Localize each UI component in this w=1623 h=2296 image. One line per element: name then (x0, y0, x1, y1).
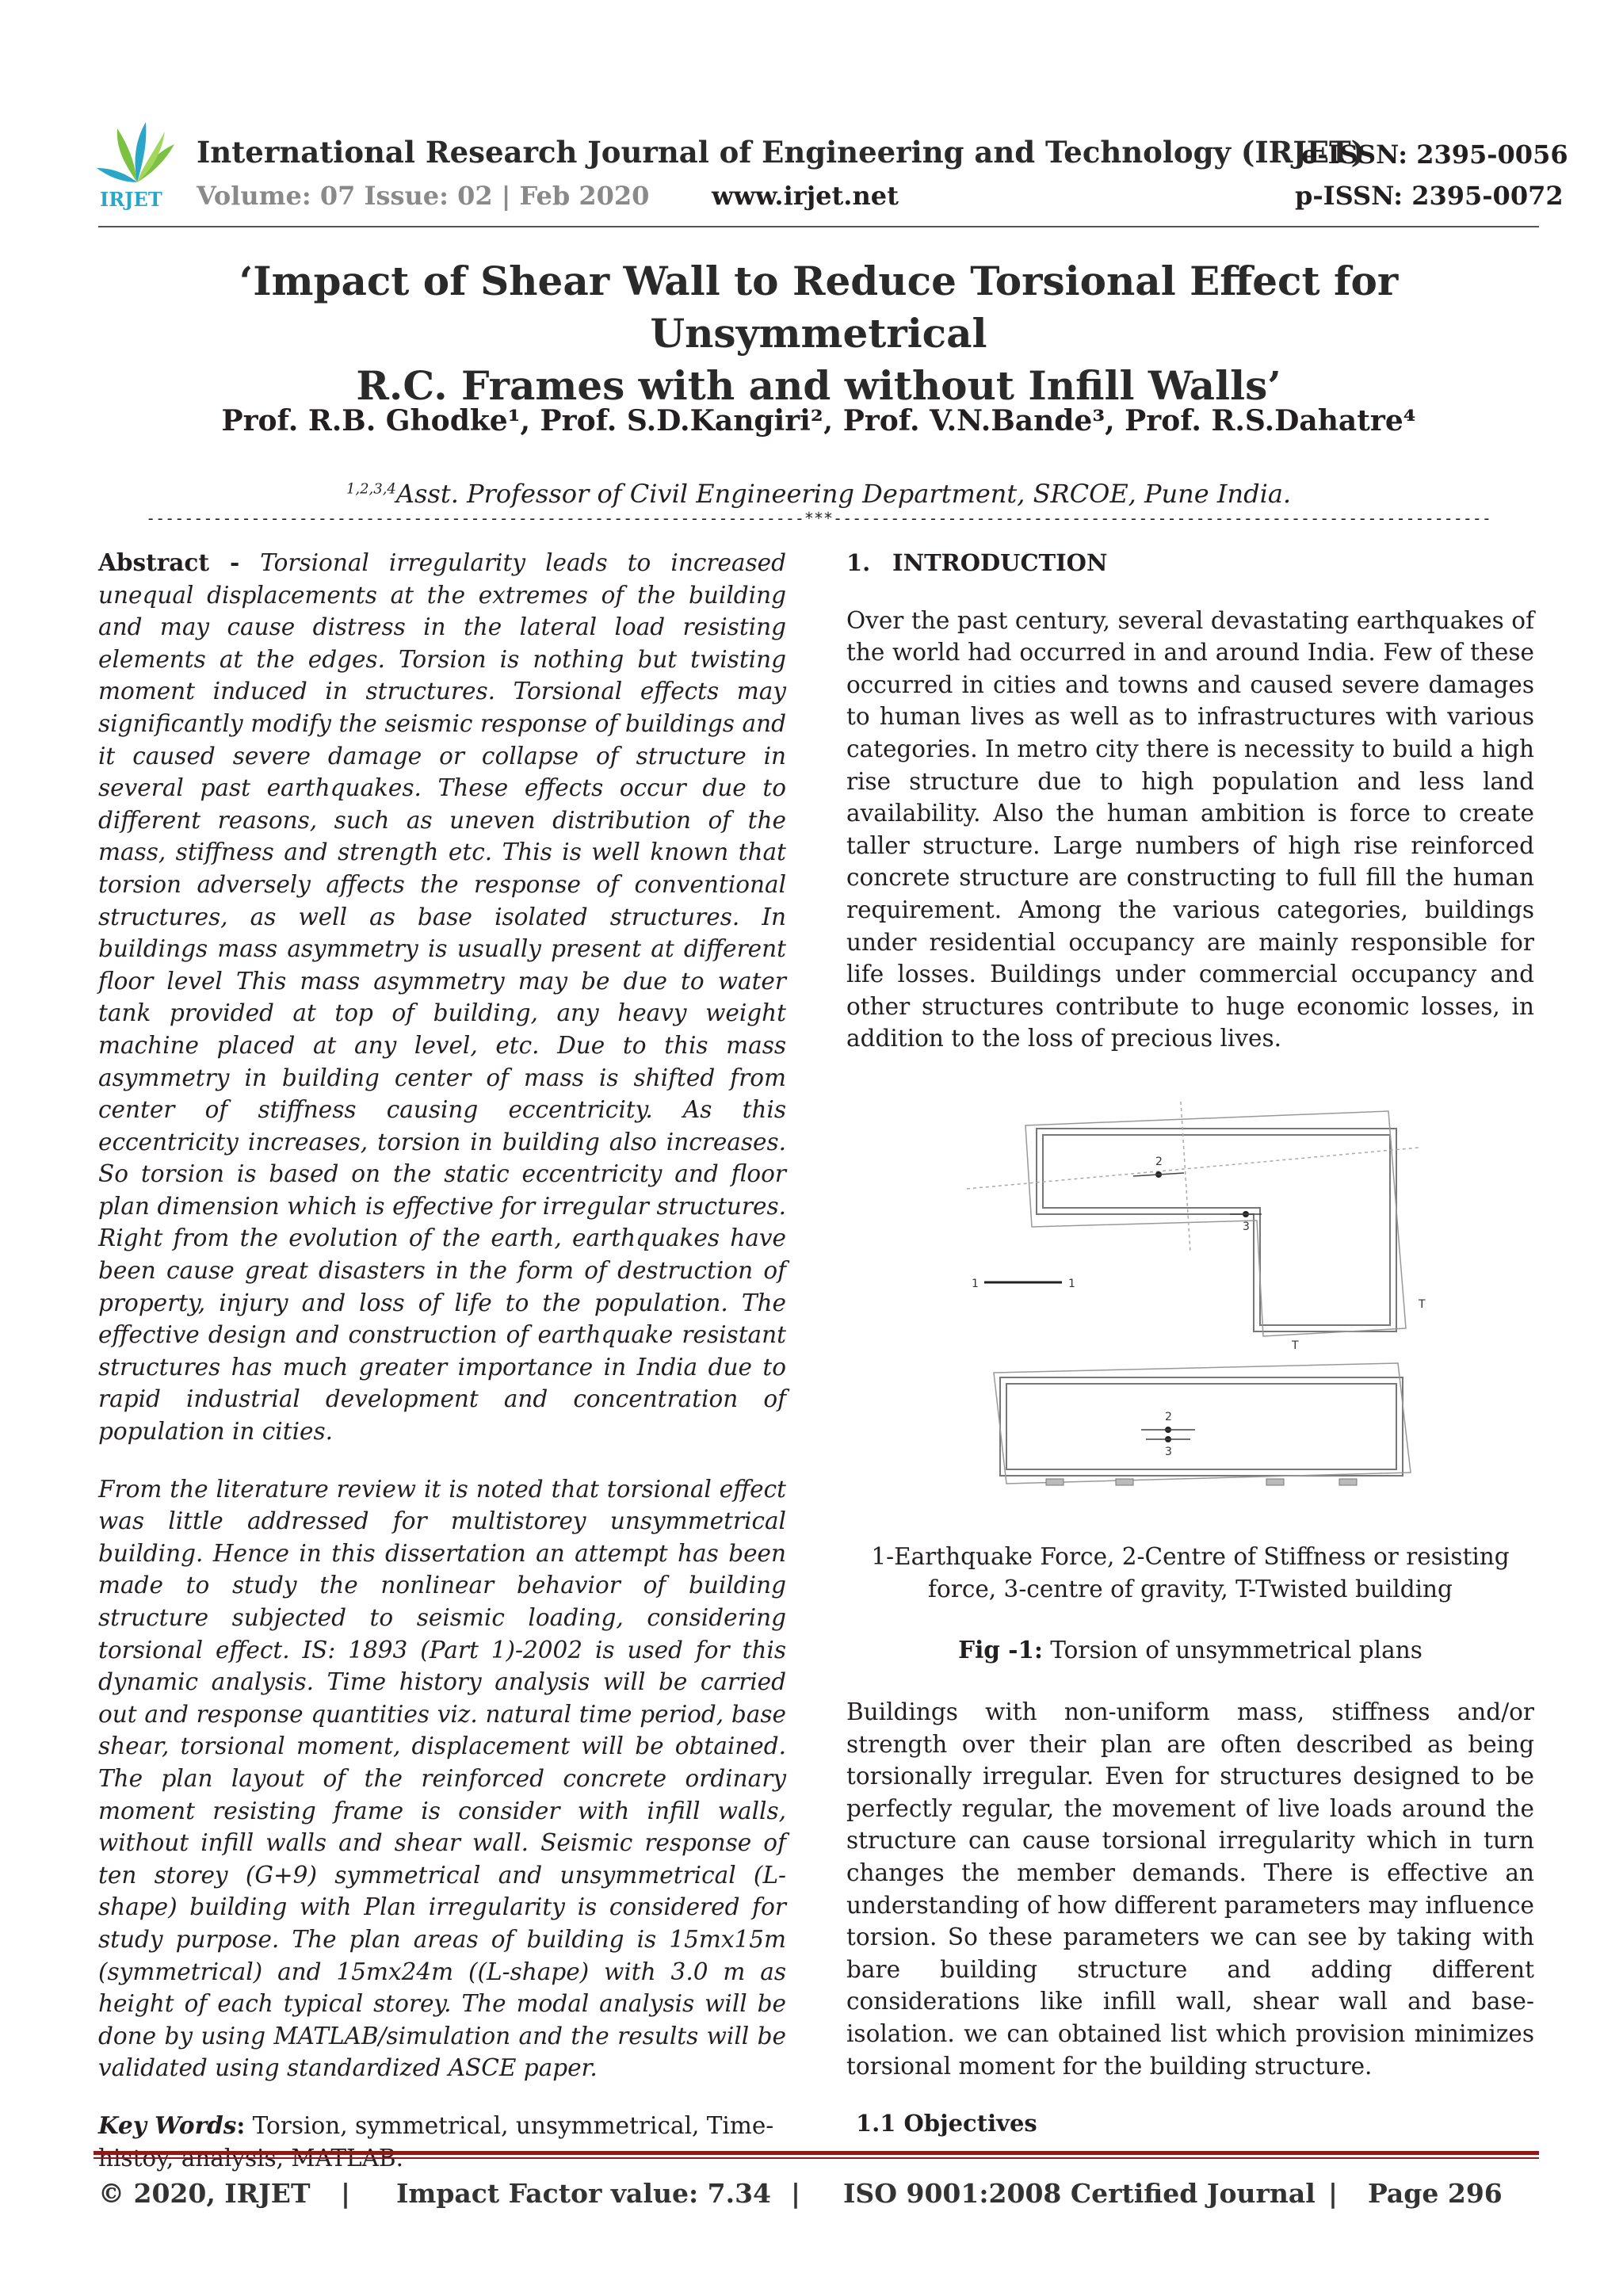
abstract-label: Abstract - (98, 548, 261, 576)
left-column (98, 547, 786, 2199)
affiliation-superscript: 1,2,3,4 (346, 480, 396, 498)
l-plan-twisted (1025, 1111, 1406, 1336)
section-number: 1. (846, 549, 871, 576)
footer-rule (94, 2151, 1539, 2155)
label-1-left: 1 (972, 1278, 979, 1290)
keywords (98, 2110, 786, 2174)
footer-copyright: © 2020, IRJET (98, 2178, 311, 2209)
rect-plan-inner (1006, 1384, 1396, 1469)
right-column (846, 547, 1534, 1080)
pissn: p-ISSN: 2395-0072 (1295, 181, 1564, 211)
keywords-label: Key Words (98, 2111, 237, 2139)
footer-page-number: Page 296 (1368, 2178, 1503, 2209)
label-t-bottom: T (1292, 1339, 1299, 1352)
abstract-text: Torsional irregularity leads to increased unequal displacements at the extremes of the building and may cause distress in the lateral load resisting elements at the edges. Torsion is nothing but twisting moment induced in structures. Torsional effects may significantly modify the seismic response of buildings and it caused severe damage or collapse of structure in several past earthquakes. These effects occur due to different reasons, such as uneven distribution of the mass, stiffness and strength etc. This is well known that torsion adversely affects the response of conventional structures, as well as base isolated structures. In buildings mass asymmetry is usually present at different floor level This mass asymmetry may be due to water tank provided at top of building, any heavy weight machine placed at any level, etc. Due to this mass asymmetry in building center of mass is shifted from center of stiffness causing eccentricity. As this eccentricity increases, torsion in building also increases. So torsion is based on the static eccentricity and floor plan dimension which is effective for irregular structures. Right from the evolution of the earth, earthquakes have been cause great disasters in the form of destruction of property, injury and loss of life to the population. The effective design and construction of earthquake resistant structures has much greater importance in India due to rapid industrial development and concentration of population in cities. (98, 549, 786, 1446)
keywords-text: Torsion, symmetrical, unsymmetrical, Time- (252, 2111, 774, 2139)
rect-plan-twisted (994, 1363, 1411, 1484)
label-3-bottom: 3 (1165, 1446, 1172, 1458)
irjet-logo (94, 117, 181, 212)
subsection-objectives: 1.1 Objectives (856, 2110, 1037, 2137)
keywords-colon: : (236, 2111, 246, 2139)
footer-iso: ISO 9001:2008 Certified Journal (843, 2178, 1316, 2209)
label-2-bottom: 2 (1165, 1411, 1172, 1423)
label-t-right: T (1419, 1298, 1426, 1311)
l-plan-inner (1043, 1135, 1390, 1325)
introduction-text-2: Buildings with non-uniform mass, stiffness and/or strength over their plan are often described as being torsionally irregular. Even for structures designed to be perfectly regular, the movement of live loads around the structure can cause torsional irregularity which in turn changes the member demands. There is effective an understanding of how different parameters may influence torsion. So these parameters we can see by taking with bare building structure and adding different considerations like infill wall, shear wall and base-isolation. we can obtained list which provision minimizes torsional moment for the building structure. (846, 1698, 1534, 2080)
paper-title-line-2: R.C. Frames with and without Infill Walls’ (356, 362, 1281, 409)
footer-rule-thin (94, 2157, 1539, 2159)
abstract (98, 547, 786, 1448)
footer-separator-1: | (341, 2178, 351, 2209)
figure-title-text: Torsion of unsymmetrical plans (1042, 1637, 1423, 1664)
abstract-text-2: From the literature review it is noted that torsional effect was little addressed for multistorey unsymmetrical building. Hence in this dissertation an attempt has been made to study the nonlinear behavior of building structure subjected to seismic loading, considering torsional effect. IS: 1893 (Part 1)-2002 is used for this dynamic analysis. Time history analysis will be carried out and response quantities viz. natural time period, base shear, torsional moment, displacement will be obtained. The plan layout of the reinforced concrete ordinary moment resisting frame is consider with infill walls, without infill walls and shear wall. Seismic response of ten storey (G+9) symmetrical and unsymmetrical (L-shape) building with Plan irregularity is considered for study purpose. The plan areas of building is 15mx15m (symmetrical) and 15mx24m ((L-shape) with 3.0 m as height of each typical storey. The modal analysis will be done by using MATLAB/simulation and the results will be validated using standardized ASCE paper. (98, 1475, 786, 2082)
volume-issue: Volume: 07 Issue: 02 | Feb 2020 (197, 181, 650, 211)
label-1-right: 1 (1068, 1278, 1075, 1290)
affiliation (98, 479, 1539, 509)
eissn: e-ISSN: 2395-0056 (1301, 139, 1568, 170)
separator: ---------------------------------------------------------------------***--------------------------------------------------------------------- (146, 509, 1491, 528)
footer-separator-3: | (1328, 2178, 1338, 2209)
affiliation-text: Asst. Professor of Civil Engineering Department, SRCOE, Pune India. (395, 479, 1292, 509)
section-title: INTRODUCTION (892, 549, 1108, 576)
rect-plan-outline (1000, 1377, 1403, 1476)
paper-title (98, 255, 1539, 412)
l-plan-outline (1037, 1129, 1396, 1331)
footer-separator-2: | (791, 2178, 801, 2209)
section-heading-introduction (846, 547, 1534, 579)
introduction-text: Over the past century, several devastating earthquakes of the world had occurred in and around India. Few of these occurred in cities and towns and caused severe damages to human lives as well as to infrastructures with various categories. In metro city there is necessity to build a high rise structure due to high population and less land availability. Also the human ambition is force to create taller structure. Large numbers of high rise reinforced concrete structure are constructing to full fill the human requirement. Among the various categories, buildings under residential occupancy are mainly responsible for life losses. Buildings under commercial occupancy and other structures contribute to huge economic losses, in addition to the loss of precious lives. (846, 606, 1534, 1052)
figure-caption: 1-Earthquake Force, 2-Centre of Stiffness or resisting force, 3-centre of gravity, T-Twisted building (871, 1543, 1510, 1603)
paper-title-line-1: ‘Impact of Shear Wall to Reduce Torsional Effect for Unsymmetrical (239, 258, 1399, 357)
figure-label: Fig -1: (958, 1636, 1043, 1664)
journal-name: International Research Journal of Engineering and Technology (IRJET) (197, 135, 1365, 170)
torsion-figure (943, 1094, 1466, 1506)
label-3: 3 (1243, 1221, 1250, 1233)
logo-leaves-icon (97, 122, 174, 182)
header-divider (98, 226, 1539, 227)
footer-impact-factor: Impact Factor value: 7.34 (396, 2178, 771, 2209)
label-2: 2 (1155, 1156, 1163, 1168)
figure-title (846, 1636, 1534, 1664)
website-link[interactable]: www.irjet.net (712, 181, 899, 211)
authors: Prof. R.B. Ghodke¹, Prof. S.D.Kangiri²‚ Prof. V.N.Bande³, Prof. R.S.Dahatre⁴ (221, 404, 1416, 437)
logo-text: IRJET (100, 188, 162, 211)
